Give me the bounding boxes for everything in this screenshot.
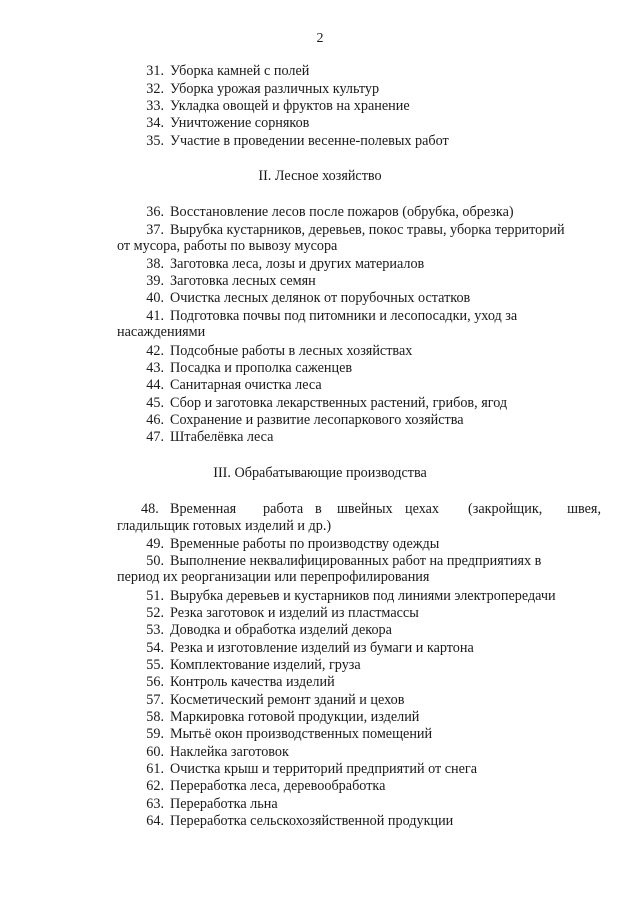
list-item: 34. Уничтожение сорняков [146,115,310,131]
list-item: 32. Уборка урожая различных культур [146,81,380,97]
list-item: 49. Временные работы по производству одежды [146,536,440,552]
list-item: 43. Посадка и прополка саженцев [146,360,353,376]
list-item: 63. Переработка льна [146,796,278,812]
list-item: 35. Участие в проведении весенне-полевых работ [146,133,449,149]
list-item: 36. Восстановление лесов после пожаров (обрубка, обрезка) [146,204,514,220]
list-item: 61. Очистка крыш и территорий предприятий от снега [146,761,478,777]
list-item: 41. Подготовка почвы под питомники и лесопосадки, уход за [146,308,518,324]
list-item: 62. Переработка леса, деревообработка [146,778,386,794]
list-item: 46. Сохранение и развитие лесопаркового хозяйства [146,412,464,428]
list-item-continuation: гладильщик готовых изделий и др.) [117,518,332,534]
list-item-continuation: насаждениями [117,324,206,340]
list-item: 33. Укладка овощей и фруктов на хранение [146,98,410,114]
list-item: 44. Санитарная очистка леса [146,377,322,393]
document-page: 2 31. Уборка камней с полей 32. Уборка урожая различных культур 33. Укладка овощей и фруктов на хранение 34. Уничтожение сорняков 35. Участие в проведении весенне-полевых работ II. Лесное хозяйство 36. Восстановление лесов после пожаров (обрубка, обрезка) 37. Вырубка кустарников, деревьев, покос травы, уборка территорий от мусора, работы по вывозу мусора 38. Заготовка леса, лозы и других материалов 39. Заготовка лесных семян 40. Очистка лесных делянок от порубочных остатков 41. Подготовка почвы под питомники и лесопосадки, уход за насаждениями 42. Подсобные работы в лесных хозяйствах 43. Посадка и прополка саженцев 44. Санитарная очистка леса 45. Сбор и заготовка лекарственных растений, грибов, ягод 46. Сохранение и развитие лесопаркового хозяйства 47. Штабелёвка леса III. Обрабатывающие производства 48. Временная работа в швейных цехах (закройщик, швея, гладильщик готовых изделий и др.) 49. Временные работы по производству одежды 50. Выполнение неквалифицированных работ на предприятиях в период их реорганизации или перепрофилирования 51. Вырубка деревьев и кустарников под линиями электропередачи 52. Резка заготовок и изделий из пластмассы 53. Доводка и обработка изделий декора 54. Резка и изготовление изделий из бумаги и картона 55. Комплектование изделий, груза 56. Контроль качества изделий 57. Косметический ремонт зданий и цехов 58. Маркировка готовой продукции, изделий 59. Мытьё окон производственных помещений 60. Наклейка заготовок 61. Очистка крыш и территорий предприятий от снега 62. Переработка леса, деревообработка 63. Переработка льна 64. Переработка сельскохозяйственной продукции [0,0,640,905]
page-number: 2 [316,31,324,46]
list-item: 64. Переработка сельскохозяйственной продукции [146,813,454,829]
list-item: 38. Заготовка леса, лозы и других материалов [146,256,425,272]
list-item: 57. Косметический ремонт зданий и цехов [146,692,405,708]
section-heading-forestry: II. Лесное хозяйство [258,168,382,184]
list-item-continuation: период их реорганизации или перепрофилирования [117,569,430,585]
list-item: 53. Доводка и обработка изделий декора [146,622,392,638]
section-heading-manufacturing: III. Обрабатывающие производства [213,465,427,481]
list-item: 40. Очистка лесных делянок от порубочных остатков [146,290,471,306]
list-item: 59. Мытьё окон производственных помещений [146,726,433,742]
list-item: 31. Уборка камней с полей [146,63,310,79]
list-item: 39. Заготовка лесных семян [146,273,316,289]
list-item: 51. Вырубка деревьев и кустарников под линиями электропередачи [146,588,556,604]
list-item: 42. Подсобные работы в лесных хозяйствах [146,343,413,359]
list-item: 55. Комплектование изделий, груза [146,657,361,673]
list-item: 56. Контроль качества изделий [146,674,335,690]
list-item: 45. Сбор и заготовка лекарственных растений, грибов, ягод [146,395,508,411]
list-item-continuation: от мусора, работы по вывозу мусора [117,238,338,254]
list-item: 47. Штабелёвка леса [146,429,274,445]
list-item: 52. Резка заготовок и изделий из пластмассы [146,605,419,621]
list-item: 58. Маркировка готовой продукции, изделий [146,709,420,725]
list-item: 37. Вырубка кустарников, деревьев, покос травы, уборка территорий [146,222,565,238]
list-item: 50. Выполнение неквалифицированных работ на предприятиях в [146,553,542,569]
list-item: 54. Резка и изготовление изделий из бумаги и картона [146,640,474,656]
list-item: 60. Наклейка заготовок [146,744,289,760]
